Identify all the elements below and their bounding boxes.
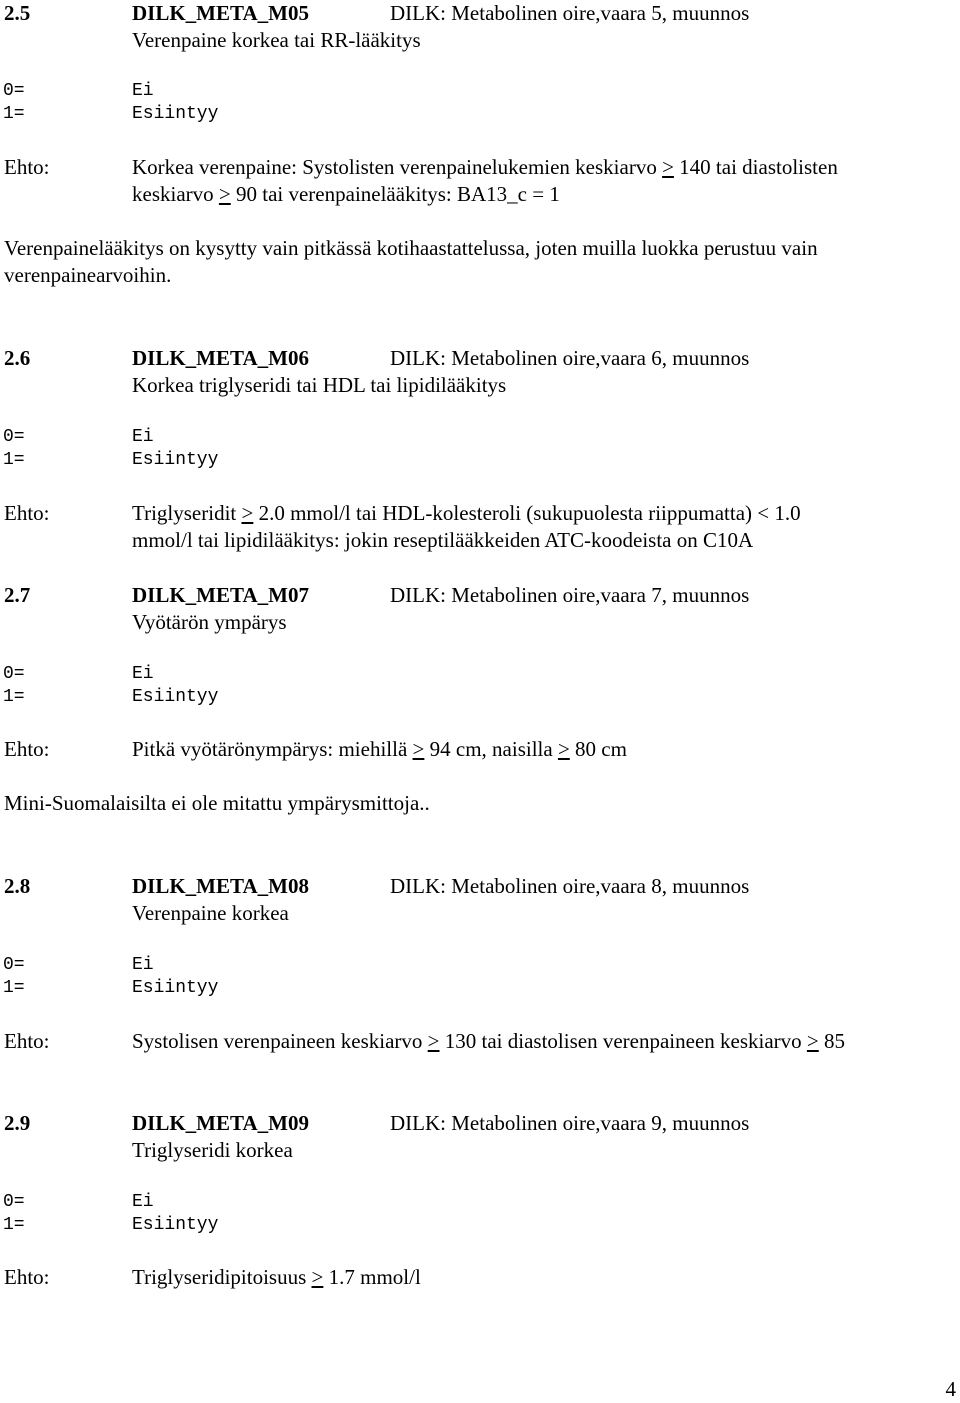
- code-value: 0=: [3, 955, 25, 975]
- variable-name: DILK_META_M09: [132, 1111, 309, 1135]
- condition-label: Ehto:: [4, 501, 50, 525]
- code-label: Esiintyy: [132, 687, 219, 707]
- condition-label: Ehto:: [4, 155, 50, 179]
- variable-name: DILK_META_M07: [132, 583, 309, 607]
- variable-subtitle: Vyötärön ympärys: [132, 610, 287, 634]
- variable-description: DILK: Metabolinen oire,vaara 5, muunnos: [390, 1, 750, 25]
- variable-description: DILK: Metabolinen oire,vaara 9, muunnos: [390, 1111, 750, 1135]
- section-number: 2.8: [4, 874, 31, 898]
- code-label: Ei: [132, 427, 154, 447]
- condition-line: Triglyseridipitoisuus > 1.7 mmol/l: [132, 1265, 421, 1289]
- condition-line: Triglyseridit > 2.0 mmol/l tai HDL-kolesteroli (sukupuolesta riippumatta) < 1.0: [132, 501, 801, 525]
- condition-label: Ehto:: [4, 1265, 50, 1289]
- note-line: verenpainearvoihin.: [4, 263, 172, 287]
- variable-name: DILK_META_M05: [132, 1, 309, 25]
- note-line: Mini-Suomalaisilta ei ole mitattu ympärysmittoja..: [4, 791, 430, 815]
- code-label: Ei: [132, 81, 154, 101]
- condition-line: Systolisen verenpaineen keskiarvo > 130 tai diastolisen verenpaineen keskiarvo > 85: [132, 1029, 845, 1053]
- code-value: 1=: [3, 450, 25, 470]
- code-label: Esiintyy: [132, 104, 219, 124]
- code-label: Ei: [132, 664, 154, 684]
- page-number: 4: [945, 1377, 956, 1401]
- code-label: Esiintyy: [132, 450, 219, 470]
- variable-subtitle: Verenpaine korkea: [132, 901, 289, 925]
- variable-description: DILK: Metabolinen oire,vaara 8, muunnos: [390, 874, 750, 898]
- condition-line: keskiarvo > 90 tai verenpainelääkitys: BA13_c = 1: [132, 182, 560, 206]
- section-number: 2.6: [4, 346, 31, 370]
- variable-subtitle: Triglyseridi korkea: [132, 1138, 293, 1162]
- condition-label: Ehto:: [4, 737, 50, 761]
- condition-line: mmol/l tai lipidilääkitys: jokin reseptilääkkeiden ATC-koodeista on C10A: [132, 528, 754, 552]
- code-value: 0=: [3, 427, 25, 447]
- code-value: 1=: [3, 687, 25, 707]
- variable-name: DILK_META_M08: [132, 874, 309, 898]
- variable-description: DILK: Metabolinen oire,vaara 7, muunnos: [390, 583, 750, 607]
- condition-line: Pitkä vyötärönympärys: miehillä > 94 cm, naisilla > 80 cm: [132, 737, 627, 761]
- note-line: Verenpainelääkitys on kysytty vain pitkässä kotihaastattelussa, joten muilla luokka perustuu vain: [4, 236, 818, 260]
- variable-subtitle: Verenpaine korkea tai RR-lääkitys: [132, 28, 421, 52]
- variable-name: DILK_META_M06: [132, 346, 309, 370]
- code-label: Esiintyy: [132, 1215, 219, 1235]
- code-label: Esiintyy: [132, 978, 219, 998]
- section-number: 2.9: [4, 1111, 31, 1135]
- section-number: 2.5: [4, 1, 31, 25]
- variable-description: DILK: Metabolinen oire,vaara 6, muunnos: [390, 346, 750, 370]
- code-value: 0=: [3, 1192, 25, 1212]
- code-value: 1=: [3, 104, 25, 124]
- variable-subtitle: Korkea triglyseridi tai HDL tai lipidilääkitys: [132, 373, 507, 397]
- condition-label: Ehto:: [4, 1029, 50, 1053]
- section-number: 2.7: [4, 583, 31, 607]
- code-value: 0=: [3, 664, 25, 684]
- code-value: 0=: [3, 81, 25, 101]
- code-label: Ei: [132, 1192, 154, 1212]
- code-label: Ei: [132, 955, 154, 975]
- code-value: 1=: [3, 978, 25, 998]
- code-value: 1=: [3, 1215, 25, 1235]
- condition-line: Korkea verenpaine: Systolisten verenpainelukemien keskiarvo > 140 tai diastolisten: [132, 155, 838, 179]
